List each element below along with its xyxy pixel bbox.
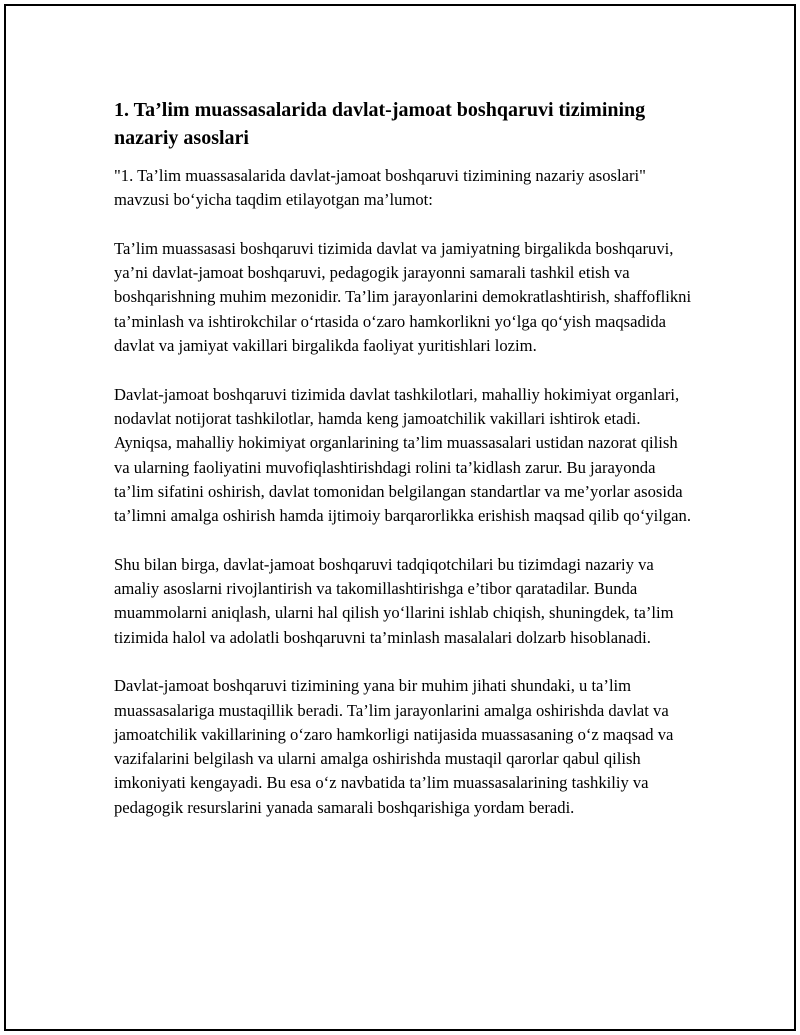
document-title: 1. Ta’lim muassasalarida davlat-jamoat boshqaruvi tizimining nazariy asoslari [114, 99, 646, 149]
body-paragraph: Shu bilan birga, davlat-jamoat boshqaruvi tadqiqotchilari bu tizimdagi nazariy va amaliy asoslarni rivojlantirish va takomillashtirishga e’tibor qaratadilar. Bunda muammolarni aniqlash, ularni hal qilish yo‘llarini ishlab chiqish, shuningdek, ta’lim tizimida halol va adolatli boshqaruvni ta’minlash masalalari dolzarb hisoblanadi. [114, 554, 674, 647]
body-paragraph: Ta’lim muassasasi boshqaruvi tizimida davlat va jamiyatning birgalikda boshqaruvi, ya’ni davlat-jamoat boshqaruvi, pedagogik jarayonni samarali tashkil etish va boshqarishning muhim mezonidir. Ta’lim jarayonlarini demokratlashtirish, shaffoflikni ta’minlash va ishtirokchilar o‘rtasida o‘zaro hamkorlikni yo‘lga qo‘yish maqsadida davlat va jamiyat vakillari birgalikda faoliyat yuritishlari lozim. [114, 238, 692, 356]
body-paragraph: Davlat-jamoat boshqaruvi tizimida davlat tashkilotlari, mahalliy hokimiyat organlari, nodavlat notijorat tashkilotlar, hamda keng jamoatchilik vakillari ishtirok etadi. Ayniqsa, mahalliy hokimiyat organlarining ta’lim muassasalari ustidan nazorat qilish va ularning faoliyatini muvofiqlashtirishdagi rolini ta’kidlash zarur. Bu jarayonda ta’lim sifatini oshirish, davlat tomonidan belgilangan standartlar va me’yorlar asosida ta’limni amalga oshirish hamda ijtimoiy barqarorlikka erishish maqsad qilib qo‘yilgan. [114, 384, 691, 526]
body-paragraph: Davlat-jamoat boshqaruvi tizimining yana bir muhim jihati shundaki, u ta’lim muassasalariga mustaqillik beradi. Ta’lim jarayonlarini amalga oshirishda davlat va jamoatchilik vakillarining o‘zaro hamkorligi natijasida muassasaning o‘z maqsad va vazifalarini belgilash va ularni amalga oshirishda mustaqil qarorlar qabul qilish imkoniyati kengayadi. Bu esa o‘z navbatida ta’lim muassasalarining tashkiliy va pedagogik resurslarini yanada samarali boshqarishiga yordam beradi. [114, 676, 674, 817]
intro-paragraph: "1. Ta’lim muassasalarida davlat-jamoat boshqaruvi tizimining nazariy asoslari" mavzusi bo‘yicha taqdim etilayotgan ma’lumot: [114, 166, 646, 210]
document-body [114, 96, 694, 844]
